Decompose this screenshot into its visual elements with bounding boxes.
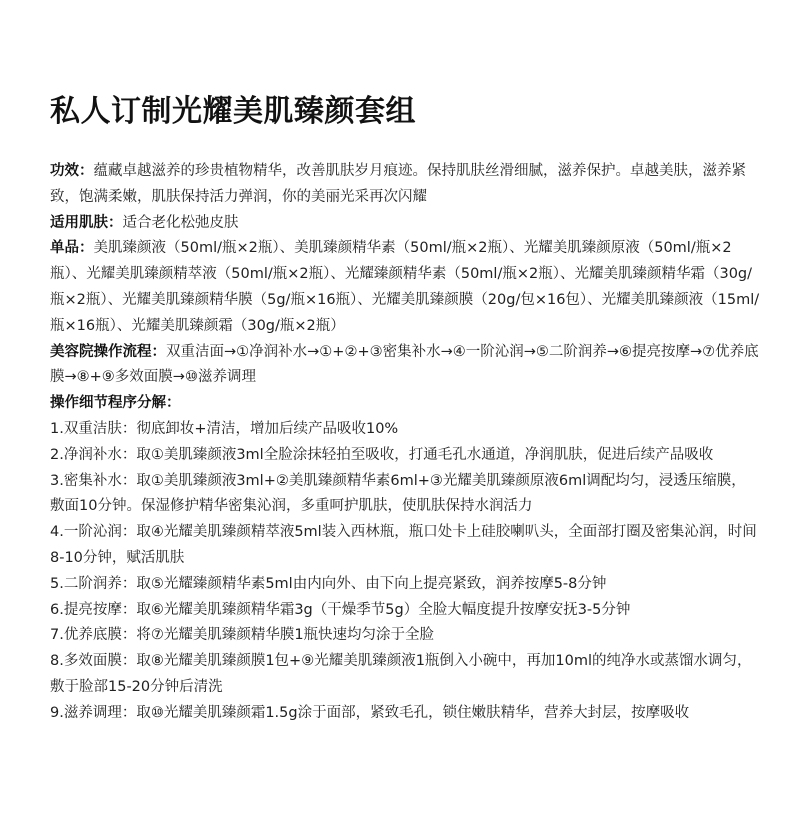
step-item: 1.双重洁肤：彻底卸妆+清洁，增加后续产品吸收10% [50,420,399,437]
products-label: 单品： [50,240,94,257]
step-item: 2.净润补水：取①美肌臻颜液3ml全脸涂抹轻拍至吸收，打通毛孔水通道，净润肌肤，促进后续产品吸收 [50,446,714,463]
products-paragraph [50,236,760,339]
efficacy-paragraph [50,159,760,211]
steps-heading: 操作细节程序分解： [50,395,181,412]
efficacy-text: 蕴藏卓越滋养的珍贵植物精华，改善肌肤岁月痕迹。保持肌肤丝滑细腻，滋养保护。卓越美肤，滋养紧致，饱满柔嫩，肌肤保持活力弹润，你的美丽光采再次闪耀 [50,163,746,205]
step-item: 3.密集补水：取①美肌臻颜液3ml+②美肌臻颜精华素6ml+③光耀美肌臻颜原液6ml调配均匀，浸透压缩膜，敷面10分钟。保湿修护精华密集沁润，多重呵护肌肤，使肌肤保持水润活力 [50,472,746,515]
salon-flow-text: 双重洁面→①净润补水→①+②+③密集补水→④一阶沁润→⑤二阶润养→⑥提亮按摩→⑦优养底膜→⑧+⑨多效面膜→⑩滋养调理 [50,343,759,386]
document-body [50,159,760,727]
step-item: 5.二阶润养：取⑤光耀臻颜精华素5ml由内向外、由下向上提亮紧致，润养按摩5-8分钟 [50,575,607,592]
skin-type-text: 适合老化松弛皮肤 [122,214,239,231]
page-title: 私人订制光耀美肌臻颜套组 [50,94,416,129]
skin-type-paragraph [50,211,760,237]
salon-flow-label: 美容院操作流程： [50,343,166,360]
skin-type-label: 适用肌肤： [50,214,123,231]
step-item: 8.多效面膜：取⑧光耀美肌臻颜膜1包+⑨光耀美肌臻颜液1瓶倒入小碗中，再加10ml的纯净水或蒸馏水调匀，敷于脸部15-20分钟后清洗 [50,653,752,695]
step-item: 7.优养底膜：将⑦光耀美肌臻颜精华膜1瓶快速均匀涂于全脸 [50,627,435,644]
step-item: 4.一阶沁润：取④光耀美肌臻颜精萃液5ml装入西林瓶，瓶口处卡上硅胶喇叭头，全面部打圈及密集沁润，时间8-10分钟，赋活肌肤 [50,524,757,566]
step-item: 9.滋养调理：取⑩光耀美肌臻颜霜1.5g涂于面部，紧致毛孔，锁住嫩肤精华，营养大封层，按摩吸收 [50,704,690,721]
step-item: 6.提亮按摩：取⑥光耀美肌臻颜精华霜3g（干燥季节5g）全脸大幅度提升按摩安抚3-5分钟 [50,601,631,618]
salon-flow-paragraph [50,340,760,392]
efficacy-label: 功效： [50,163,94,179]
products-text: 美肌臻颜液（50ml/瓶×2瓶）、美肌臻颜精华素（50ml/瓶×2瓶）、光耀美肌臻颜原液（50ml/瓶×2瓶）、光耀美肌臻颜精萃液（50ml/瓶×2瓶）、光耀臻颜精华素（50ml/瓶×2瓶）、光耀美肌臻颜精华霜（30g/瓶×2瓶）、光耀美肌臻颜精华膜（5g/瓶×16瓶）、光耀美肌臻颜膜（20g/包×16包）、光耀美肌臻颜液（15ml/瓶×16瓶）、光耀美肌臻颜霜（30g/瓶×2瓶） [50,240,760,334]
